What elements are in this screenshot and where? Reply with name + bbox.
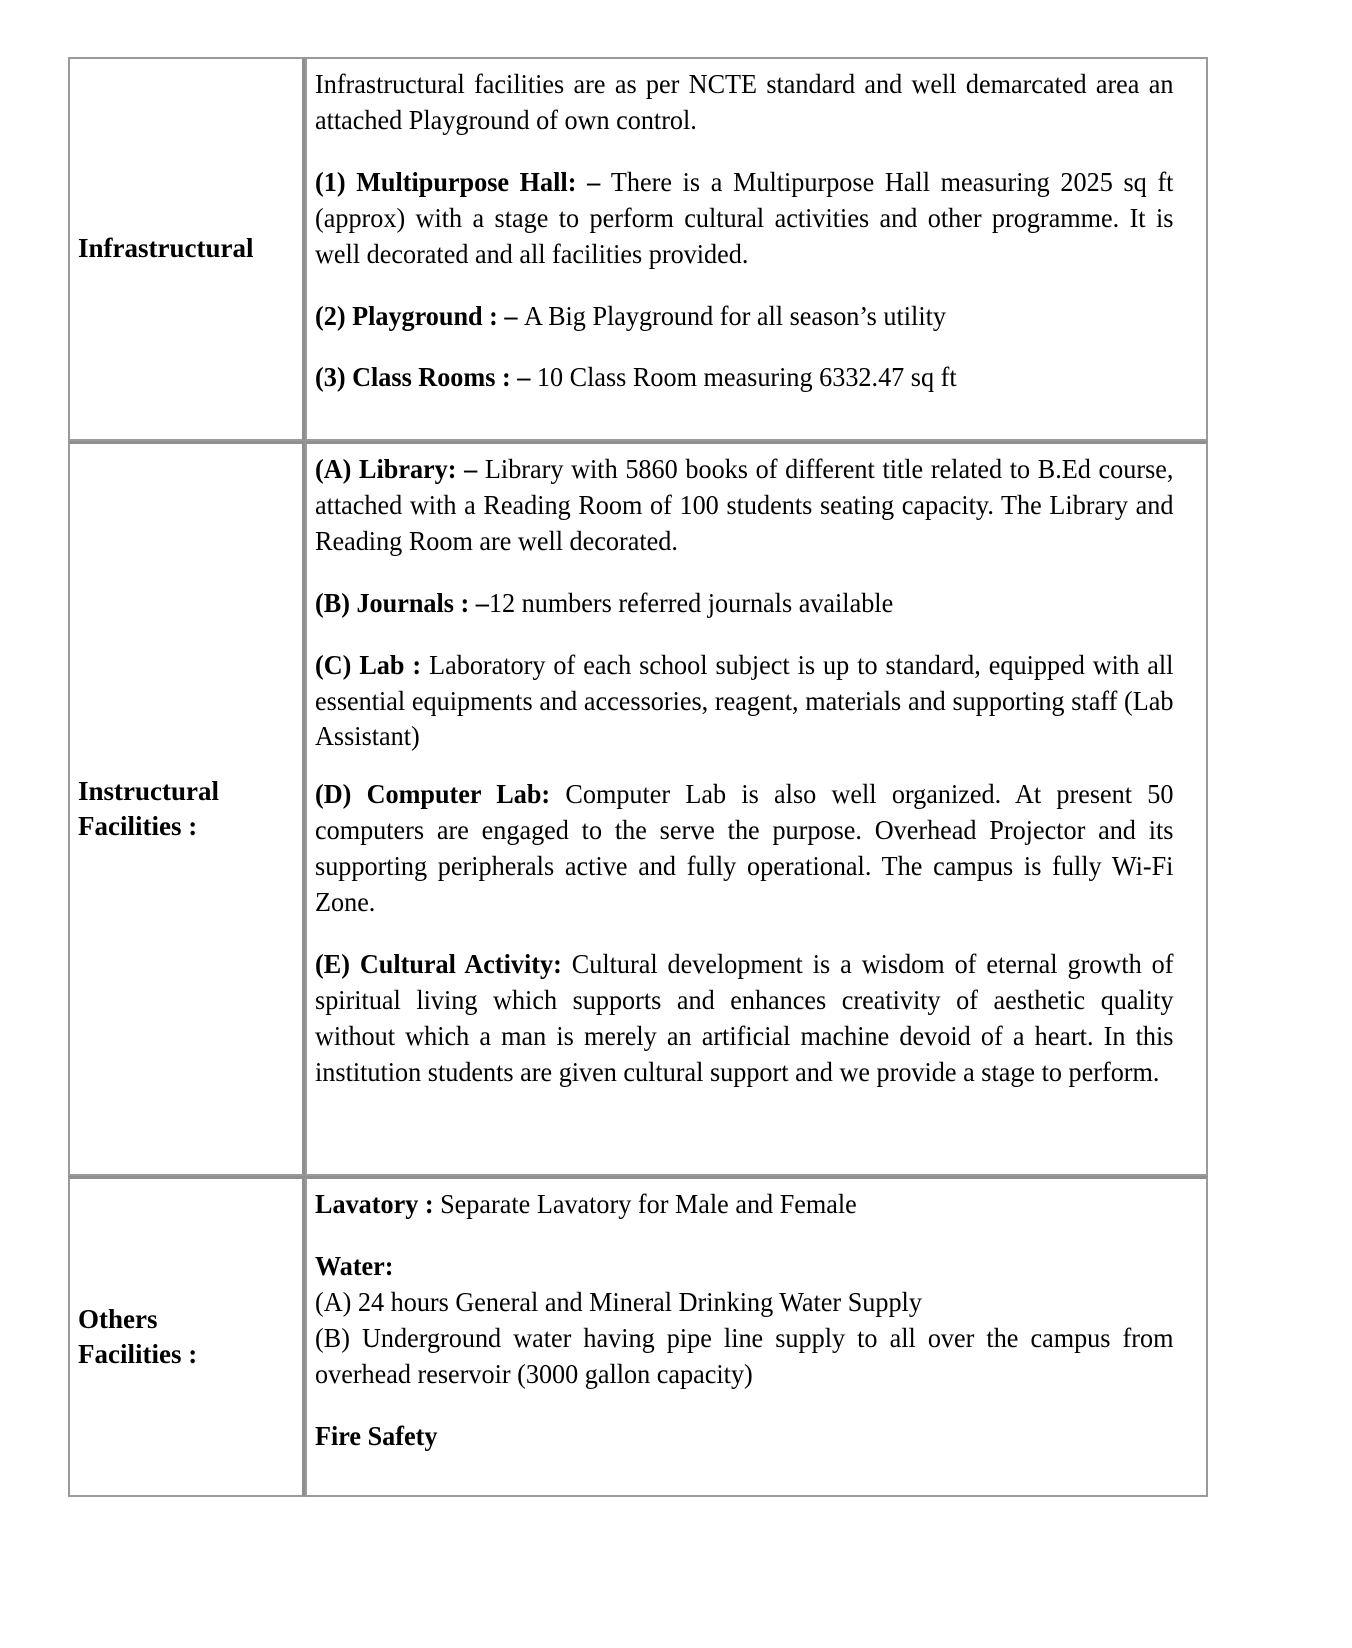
paragraph-playground: [315, 299, 1173, 335]
table-row-others-facilities: [68, 1176, 1208, 1497]
row-label-infrastructural: [76, 231, 298, 266]
paragraph-text: Computer Lab is also well organized. At present 50 computers are engaged to the serve the purpose. Overhead Projector and its supporting peripherals active and fully operational. The campus is fully Wi-Fi Zone.: [315, 779, 1174, 918]
paragraph-text: Infrastructural facilities are as per NCTE standard and well demarcated area an attached Playground of own control.: [315, 69, 1174, 135]
paragraph-text: (A) 24 hours General and Mineral Drinking Water Supply: [315, 1286, 922, 1317]
infrastructural-content: [315, 67, 1200, 429]
paragraph-intro: [315, 67, 1173, 139]
paragraph-text: Laboratory of each school subject is up to standard, equipped with all essential equipments and accessories, reagent, materials and supporting staff (Lab Assistant): [315, 649, 1174, 752]
paragraph-text: Separate Lavatory for Male and Female: [440, 1189, 857, 1219]
row-label-line: Others: [78, 1303, 158, 1334]
row-label-line: Infrastructural: [78, 233, 254, 264]
facilities-table: [68, 57, 1208, 1497]
paragraph-text: A Big Playground for all season’s utility: [524, 300, 946, 331]
row-body-cell-infrastructural: [305, 57, 1208, 441]
paragraph-lead: Lavatory :: [315, 1189, 441, 1219]
paragraph-lead: (E) Cultural Activity:: [315, 948, 572, 979]
paragraph-lead: Fire Safety: [315, 1420, 438, 1451]
paragraph-computer-lab: [315, 777, 1173, 921]
paragraph-text: 10 Class Room measuring 6332.47 sq ft: [536, 362, 957, 393]
paragraph-lead: (2) Playground : –: [315, 300, 525, 331]
paragraph-lead: Water:: [315, 1250, 394, 1281]
table-row-infrastructural: [68, 57, 1208, 441]
row-body-cell-others: [305, 1176, 1208, 1497]
row-label-cell-infrastructural: [68, 57, 305, 441]
paragraph-lavatory: [315, 1187, 1173, 1223]
paragraph-cultural-activity: [315, 947, 1173, 1091]
paragraph-fire-safety: [315, 1419, 1173, 1455]
row-label-cell-others: [68, 1176, 305, 1497]
others-content: [315, 1187, 1200, 1485]
paragraph-water-a: [315, 1285, 1173, 1321]
instructural-content: [315, 452, 1200, 1164]
paragraph-text: (B) Underground water having pipe line supply to all over the campus from overhead reservoir (3000 gallon capacity): [315, 1322, 1174, 1389]
paragraph-text: 12 numbers referred journals available: [488, 587, 894, 618]
paragraph-lead: (D) Computer Lab:: [315, 779, 566, 810]
paragraph-journals: [315, 586, 1173, 622]
row-label-line: Facilities :: [78, 1339, 198, 1369]
paragraph-lead: (B) Journals : –: [315, 587, 489, 618]
paragraph-lead: (1) Multipurpose Hall: –: [315, 166, 611, 197]
paragraph-lead: (A) Library: –: [315, 454, 485, 484]
paragraph-text: Library with 5860 books of different title related to B.Ed course, attached with a Reading Room of 100 students seating capacity. The Library and Reading Room are well decorated.: [315, 454, 1174, 556]
paragraph-water-heading: [315, 1249, 1173, 1285]
paragraph-text: There is a Multipurpose Hall measuring 2025 sq ft (approx) with a stage to perform cultural activities and other programme. It is well decorated and all facilities provided.: [315, 166, 1174, 269]
paragraph-lead: (C) Lab :: [315, 649, 430, 680]
row-label-others: [76, 1302, 298, 1372]
row-label-instructural: [76, 774, 298, 844]
table-row-instructural-facilities: [68, 441, 1208, 1176]
row-label-line: Facilities :: [78, 811, 198, 841]
paragraph-class-rooms: [315, 360, 1173, 396]
row-body-cell-instructural: [305, 441, 1208, 1176]
paragraph-lab: [315, 648, 1173, 756]
paragraph-lead: (3) Class Rooms : –: [315, 362, 537, 393]
row-label-cell-instructural: [68, 441, 305, 1176]
row-label-line: Instructural: [78, 775, 219, 806]
paragraph-library: [315, 452, 1173, 560]
paragraph-water-b: [315, 1321, 1173, 1393]
paragraph-text: Cultural development is a wisdom of eternal growth of spiritual living which supports and enhances creativity of aesthetic quality without which a man is merely an artificial machine devoid of a heart. In this institution students are given cultural support and we provide a stage to perform.: [315, 948, 1174, 1087]
paragraph-multipurpose-hall: [315, 165, 1173, 273]
